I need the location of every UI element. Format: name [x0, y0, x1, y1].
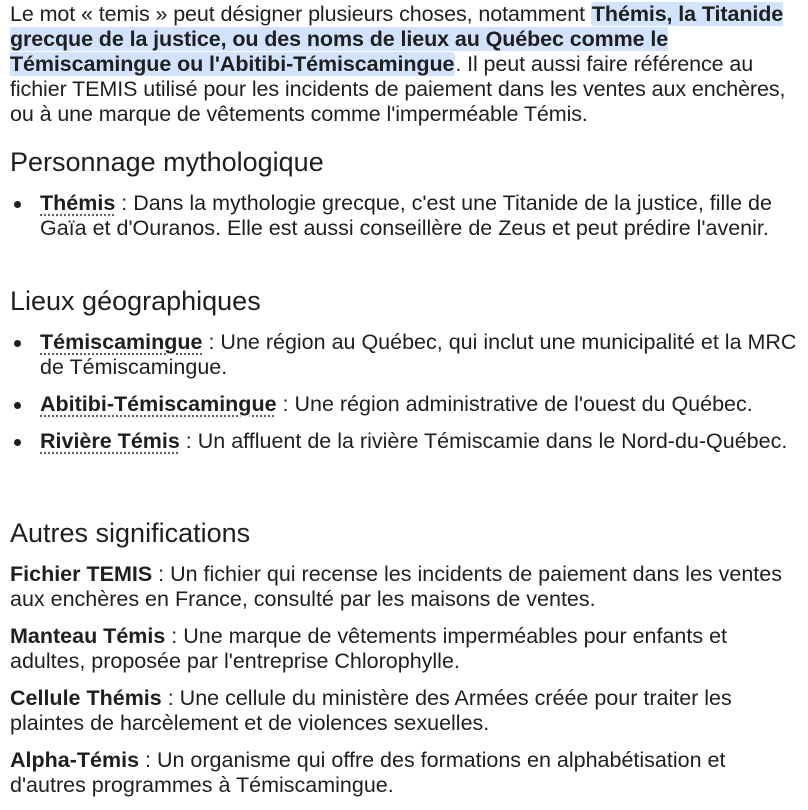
- term-cellule-themis: Cellule Thémis: [10, 686, 162, 710]
- bullet-icon: [14, 402, 21, 409]
- term-fichier-temis: Fichier TEMIS: [10, 562, 153, 586]
- bullet-icon: [14, 439, 21, 446]
- intro-text-after: . Il peut aussi faire référence au fichier TEMIS utilisé pour les incidents de paiement dans les ventes aux enchères, ou à une marque de vêtements comme l'imperméable Témis.: [10, 52, 786, 126]
- definition-cellule-themis: [10, 686, 800, 736]
- item-text: : Un affluent de la rivière Témiscamie dans le Nord-du-Québec.: [179, 429, 788, 453]
- list-mythology: [10, 191, 800, 253]
- definition-fichier-temis: [10, 562, 800, 612]
- intro-paragraph: [10, 2, 800, 127]
- item-text: : Une région au Québec, qui inclut une municipalité et la MRC de Témiscamingue.: [40, 330, 797, 379]
- list-item-riviere-temis: [10, 429, 800, 454]
- definition-alpha-temis: [10, 748, 800, 798]
- term-manteau-temis: Manteau Témis: [10, 624, 166, 648]
- list-item-temiscamingue: [10, 330, 800, 380]
- definition-text: : Un fichier qui recense les incidents de paiement dans les ventes aux enchères en France, consulté par les maisons de ventes.: [10, 562, 782, 611]
- list-places: [10, 330, 800, 466]
- link-temiscamingue[interactable]: Témiscamingue: [40, 330, 203, 354]
- intro-text-before: Le mot « temis » peut désigner plusieurs choses, notamment: [10, 2, 591, 26]
- definition-text: : Un organisme qui offre des formations en alphabétisation et d'autres programmes à Témiscamingue.: [10, 748, 726, 797]
- definition-text: : Une cellule du ministère des Armées créée pour traiter les plaintes de harcèlement et de violences sexuelles.: [10, 686, 732, 735]
- intro-highlight: Thémis, la Titanide grecque de la justice, ou des noms de lieux au Québec comme le Témiscamingue ou l'Abitibi-Témiscamingue: [10, 2, 784, 76]
- definition-text: : Une marque de vêtements imperméables pour enfants et adultes, proposée par l'entreprise Chlorophylle.: [10, 624, 728, 673]
- bullet-icon: [14, 201, 21, 208]
- list-item-themis: [10, 191, 800, 241]
- link-themis[interactable]: Thémis: [40, 191, 116, 215]
- list-item-abitibi: [10, 392, 800, 417]
- item-text: : Une région administrative de l'ouest du Québec.: [276, 392, 753, 416]
- definition-manteau-temis: [10, 624, 800, 674]
- heading-mythology: Personnage mythologique: [10, 147, 324, 177]
- link-riviere-temis[interactable]: Rivière Témis: [40, 429, 180, 453]
- heading-others: Autres significations: [10, 518, 251, 548]
- link-abitibi-temiscamingue[interactable]: Abitibi-Témiscamingue: [40, 392, 277, 416]
- bullet-icon: [14, 340, 21, 347]
- heading-places: Lieux géographiques: [10, 286, 261, 316]
- term-alpha-temis: Alpha-Témis: [10, 748, 140, 772]
- item-text: : Dans la mythologie grecque, c'est une Titanide de la justice, fille de Gaïa et d'Ouranos. Elle est aussi conseillère de Zeus et peut prédire l'avenir.: [40, 191, 772, 240]
- definitions-others: [10, 562, 800, 810]
